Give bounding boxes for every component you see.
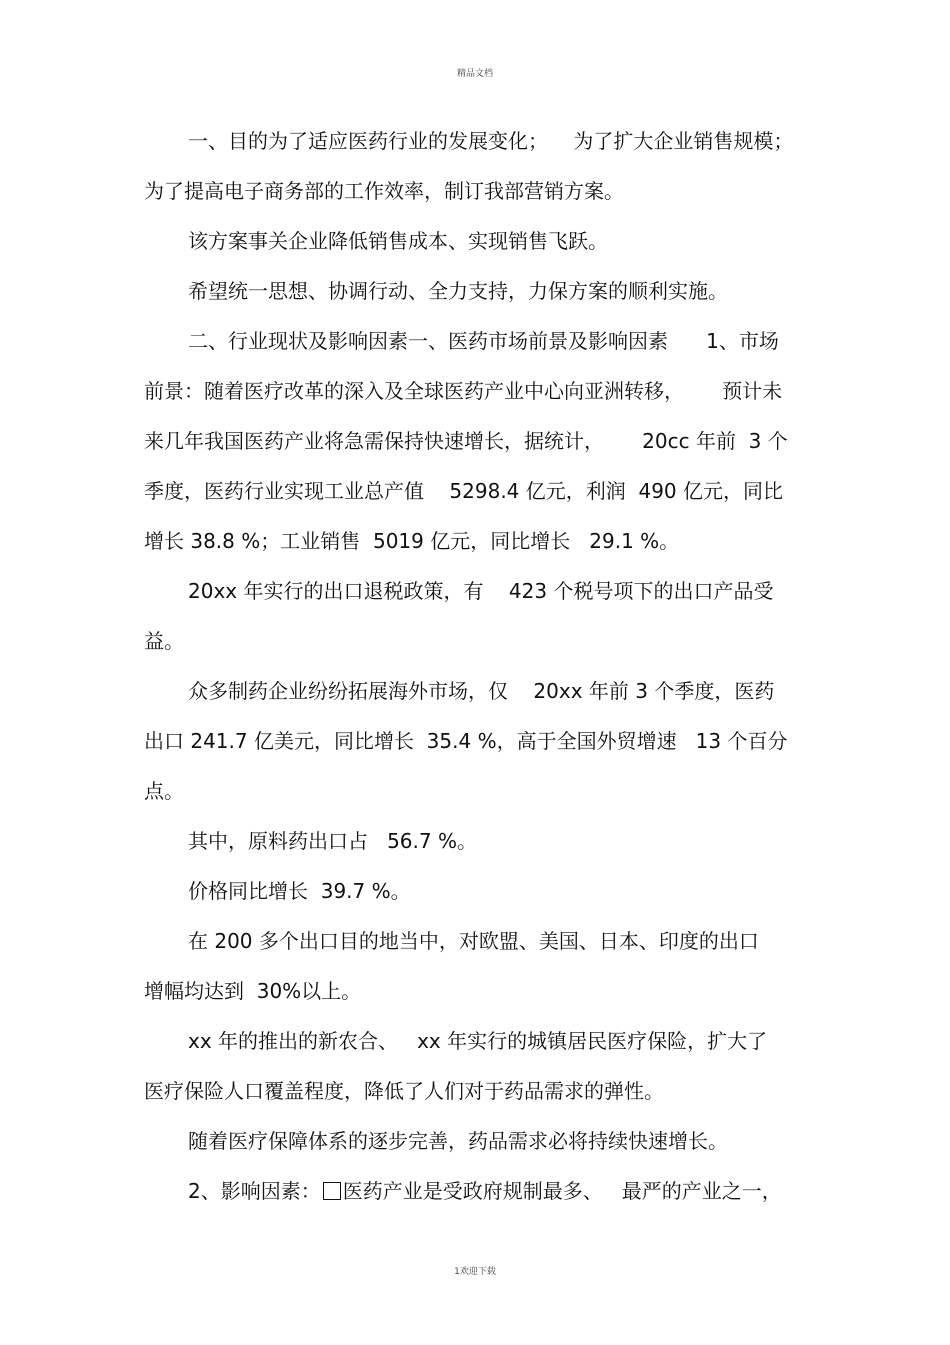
text-line: 前景：随着医疗改革的深入及全球医药产业中心向亚洲转移， 预计未 [144,379,783,403]
text-span: 2、影响因素： [188,1179,321,1203]
text-line: 点。 [144,779,184,803]
text-line: 来几年我国医药产业将急需保持快速增长，据统计， 20cc 年前 3 个 [144,429,788,453]
page-header: 精品文档 [456,69,493,79]
text-line: 20xx 年实行的出口退税政策，有 423 个税号项下的出口产品受 [188,579,774,603]
text-line: 希望统一思想、协调行动、全力支持，力保方案的顺利实施。 [188,279,728,303]
text-line: 出口 241.7 亿美元，同比增长 35.4 %，高于全国外贸增速 13 个百分 [144,729,788,753]
text-line: 二、行业现状及影响因素一、医药市场前景及影响因素 1、市场 [188,329,779,353]
text-line: 该方案事关企业降低销售成本、实现销售飞跃。 [188,229,608,253]
text-line [188,1178,812,1204]
checkbox-symbol-icon [323,1182,341,1200]
text-line: 为了提高电子商务部的工作效率，制订我部营销方案。 [144,179,624,203]
text-line: 医疗保险人口覆盖程度，降低了人们对于药品需求的弹性。 [144,1079,664,1103]
page-number: 1 [454,1267,460,1277]
page-footer [0,1264,950,1277]
text-line: 一、目的为了适应医药行业的发展变化； 为了扩大企业销售规模； [188,129,794,153]
text-line: 其中，原料药出口占 56.7 %。 [188,829,477,853]
text-line: 益。 [144,629,184,653]
text-line: 在 200 多个出口目的地当中，对欧盟、美国、日本、印度的出口 [188,929,759,953]
text-line: 价格同比增长 39.7 %。 [188,879,411,903]
text-span: 医药产业是受政府规制最多、 最严的产业之一， [342,1179,782,1203]
text-line: 增幅均达到 30%以上。 [144,979,362,1003]
text-line: 季度，医药行业实现工业总产值 5298.4 亿元，利润 490 亿元，同比 [144,479,784,503]
text-line: 众多制药企业纷纷拓展海外市场，仅 20xx 年前 3 个季度，医药 [188,679,775,703]
text-line: 随着医疗保障体系的逐步完善，药品需求必将持续快速增长。 [188,1129,728,1153]
text-line: xx 年的推出的新农合、 xx 年实行的城镇居民医疗保险，扩大了 [188,1029,768,1053]
footer-text: 欢迎下载 [459,1267,496,1277]
text-line: 增长 38.8 %；工业销售 5019 亿元，同比增长 29.1 %。 [144,529,680,553]
